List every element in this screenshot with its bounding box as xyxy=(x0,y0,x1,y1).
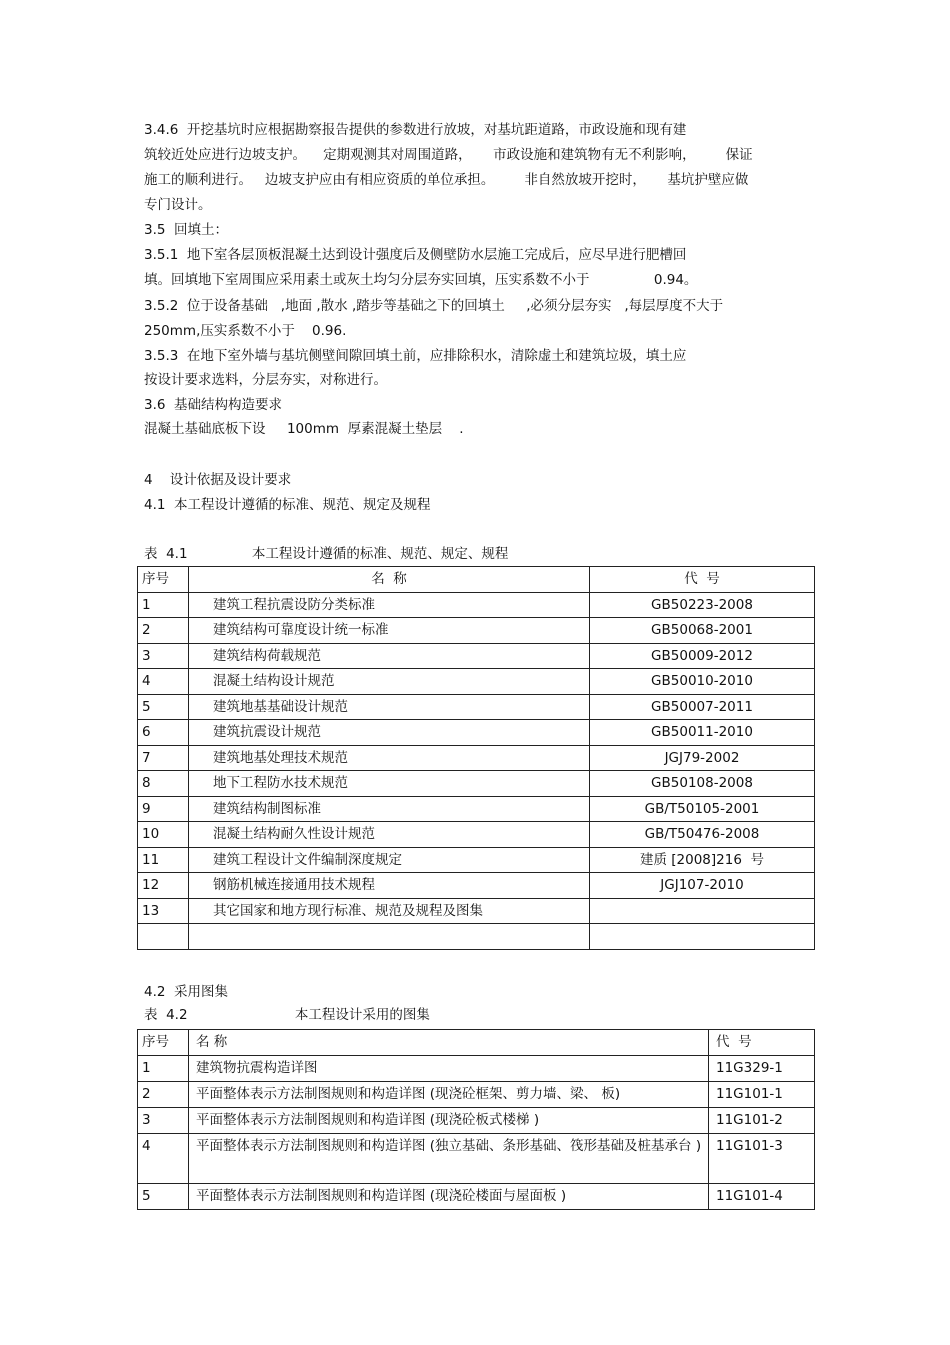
cell-name: 钢筋机械连接通用技术规程 xyxy=(189,873,590,899)
cell-code: GB/T50476-2008 xyxy=(590,822,815,848)
paragraph-line: 按设计要求选料，分层夯实，对称进行。 xyxy=(144,372,387,388)
cell-no: 5 xyxy=(138,694,189,720)
table-row xyxy=(138,1134,815,1184)
cell-code: GB50108-2008 xyxy=(590,771,815,797)
table-row xyxy=(138,796,815,822)
paragraph-line: 填。回填地下室周围应采用素土或灰土均匀分层夯实回填，压实系数不小于 0.94。 xyxy=(144,272,698,288)
cell-name: 建筑工程抗震设防分类标准 xyxy=(189,592,590,618)
cell-no: 4 xyxy=(138,1134,189,1184)
cell-no: 9 xyxy=(138,796,189,822)
cell-no: 1 xyxy=(138,1056,189,1082)
cell-name: 建筑结构可靠度设计统一标准 xyxy=(189,618,590,644)
table-row xyxy=(138,898,815,924)
paragraph-3-5-2: 3.5.2 位于设备基础 ,地面 ,散水 ,踏步等基础之下的回填土 ,必须分层夯实 ,每层厚度不大于 xyxy=(144,298,724,314)
cell-no: 1 xyxy=(138,592,189,618)
paragraph-line: 筑较近处应进行边坡支护。 定期观测其对周围道路， 市政设施和建筑物有无不利影响， 保证 xyxy=(144,147,753,163)
cell-name: 平面整体表示方法制图规则和构造详图 (现浇砼框架、剪力墙、梁、 板) xyxy=(189,1082,709,1108)
cell-code: 11G101-3 xyxy=(709,1134,815,1184)
cell-no: 2 xyxy=(138,618,189,644)
cell-name: 建筑地基基础设计规范 xyxy=(189,694,590,720)
cell-no: 6 xyxy=(138,720,189,746)
table-row xyxy=(138,1056,815,1082)
cell-name: 建筑物抗震构造详图 xyxy=(189,1056,709,1082)
cell-name: 其它国家和地方现行标准、规范及规程及图集 xyxy=(189,898,590,924)
cell-no: 13 xyxy=(138,898,189,924)
cell-name: 建筑结构荷载规范 xyxy=(189,643,590,669)
paragraph-line: 混凝土基础底板下设 100mm 厚素混凝土垫层 . xyxy=(144,421,464,437)
section-heading-4-2: 4.2 采用图集 xyxy=(144,984,229,1000)
cell-no: 5 xyxy=(138,1184,189,1210)
table-row xyxy=(138,669,815,695)
paragraph-line: 专门设计。 xyxy=(144,197,212,213)
table-row xyxy=(138,1082,815,1108)
cell-no: 3 xyxy=(138,643,189,669)
table-row xyxy=(138,694,815,720)
table-row xyxy=(138,592,815,618)
atlas-table xyxy=(137,1029,815,1210)
table-row xyxy=(138,1108,815,1134)
table-caption-4-2: 表 4.2 本工程设计采用的图集 xyxy=(144,1007,430,1023)
table-header-row xyxy=(138,567,815,593)
table-row-empty xyxy=(138,924,815,950)
cell-no xyxy=(138,924,189,950)
section-heading-3-5: 3.5 回填土： xyxy=(144,222,229,238)
section-heading-4-1: 4.1 本工程设计遵循的标准、规范、规定及规程 xyxy=(144,497,431,513)
cell-name: 平面整体表示方法制图规则和构造详图 (独立基础、条形基础、筏形基础及桩基承台 ) xyxy=(189,1134,709,1184)
cell-no: 2 xyxy=(138,1082,189,1108)
header-cell-code: 代 号 xyxy=(590,567,815,593)
cell-code: 建质 [2008]216 号 xyxy=(590,847,815,873)
cell-code: GB/T50105-2001 xyxy=(590,796,815,822)
section-heading-3-6: 3.6 基础结构构造要求 xyxy=(144,397,283,413)
cell-name: 混凝土结构设计规范 xyxy=(189,669,590,695)
cell-name: 建筑结构制图标准 xyxy=(189,796,590,822)
cell-code: 11G101-1 xyxy=(709,1082,815,1108)
cell-name: 建筑工程设计文件编制深度规定 xyxy=(189,847,590,873)
paragraph-3-5-1: 3.5.1 地下室各层顶板混凝土达到设计强度后及侧壁防水层施工完成后，应尽早进行肥槽回 xyxy=(144,247,687,263)
cell-no: 3 xyxy=(138,1108,189,1134)
table-row xyxy=(138,771,815,797)
cell-code: GB50009-2012 xyxy=(590,643,815,669)
table-row xyxy=(138,873,815,899)
cell-name: 混凝土结构耐久性设计规范 xyxy=(189,822,590,848)
cell-name: 平面整体表示方法制图规则和构造详图 (现浇砼板式楼梯 ) xyxy=(189,1108,709,1134)
table-row xyxy=(138,643,815,669)
cell-code: GB50068-2001 xyxy=(590,618,815,644)
cell-code: 11G101-2 xyxy=(709,1108,815,1134)
table-row xyxy=(138,1184,815,1210)
table-row xyxy=(138,745,815,771)
cell-code xyxy=(590,898,815,924)
cell-code: JGJ107-2010 xyxy=(590,873,815,899)
cell-name xyxy=(189,924,590,950)
paragraph-line: 施工的顺利进行。 边坡支护应由有相应资质的单位承担。 非自然放坡开挖时， 基坑护壁应做 xyxy=(144,172,749,188)
table-row xyxy=(138,720,815,746)
cell-name: 平面整体表示方法制图规则和构造详图 (现浇砼楼面与屋面板 ) xyxy=(189,1184,709,1210)
cell-code xyxy=(590,924,815,950)
cell-no: 11 xyxy=(138,847,189,873)
cell-code: GB50223-2008 xyxy=(590,592,815,618)
header-cell-name: 名 称 xyxy=(189,1030,709,1056)
header-cell-no: 序号 xyxy=(138,1030,189,1056)
table-caption-4-1: 表 4.1 本工程设计遵循的标准、规范、规定、规程 xyxy=(144,546,509,562)
cell-no: 8 xyxy=(138,771,189,797)
table-row xyxy=(138,847,815,873)
cell-code: 11G329-1 xyxy=(709,1056,815,1082)
paragraph-3-5-3: 3.5.3 在地下室外墙与基坑侧壁间隙回填土前，应排除积水，清除虚土和建筑垃圾，填土应 xyxy=(144,348,687,364)
cell-no: 7 xyxy=(138,745,189,771)
table-row xyxy=(138,822,815,848)
cell-no: 12 xyxy=(138,873,189,899)
cell-no: 4 xyxy=(138,669,189,695)
cell-code: 11G101-4 xyxy=(709,1184,815,1210)
header-cell-code: 代 号 xyxy=(709,1030,815,1056)
cell-name: 建筑抗震设计规范 xyxy=(189,720,590,746)
cell-code: GB50010-2010 xyxy=(590,669,815,695)
paragraph-line: 250mm,压实系数不小于 0.96. xyxy=(144,323,347,339)
table-header-row xyxy=(138,1030,815,1056)
cell-no: 10 xyxy=(138,822,189,848)
cell-name: 建筑地基处理技术规范 xyxy=(189,745,590,771)
cell-code: JGJ79-2002 xyxy=(590,745,815,771)
cell-code: GB50011-2010 xyxy=(590,720,815,746)
cell-name: 地下工程防水技术规范 xyxy=(189,771,590,797)
paragraph-3-4-6: 3.4.6 开挖基坑时应根据勘察报告提供的参数进行放坡，对基坑距道路，市政设施和现有建 xyxy=(144,122,687,138)
section-heading-4: 4 设计依据及设计要求 xyxy=(144,472,292,488)
header-cell-no: 序号 xyxy=(138,567,189,593)
header-cell-name: 名 称 xyxy=(189,567,590,593)
table-row xyxy=(138,618,815,644)
standards-table xyxy=(137,566,815,950)
cell-code: GB50007-2011 xyxy=(590,694,815,720)
